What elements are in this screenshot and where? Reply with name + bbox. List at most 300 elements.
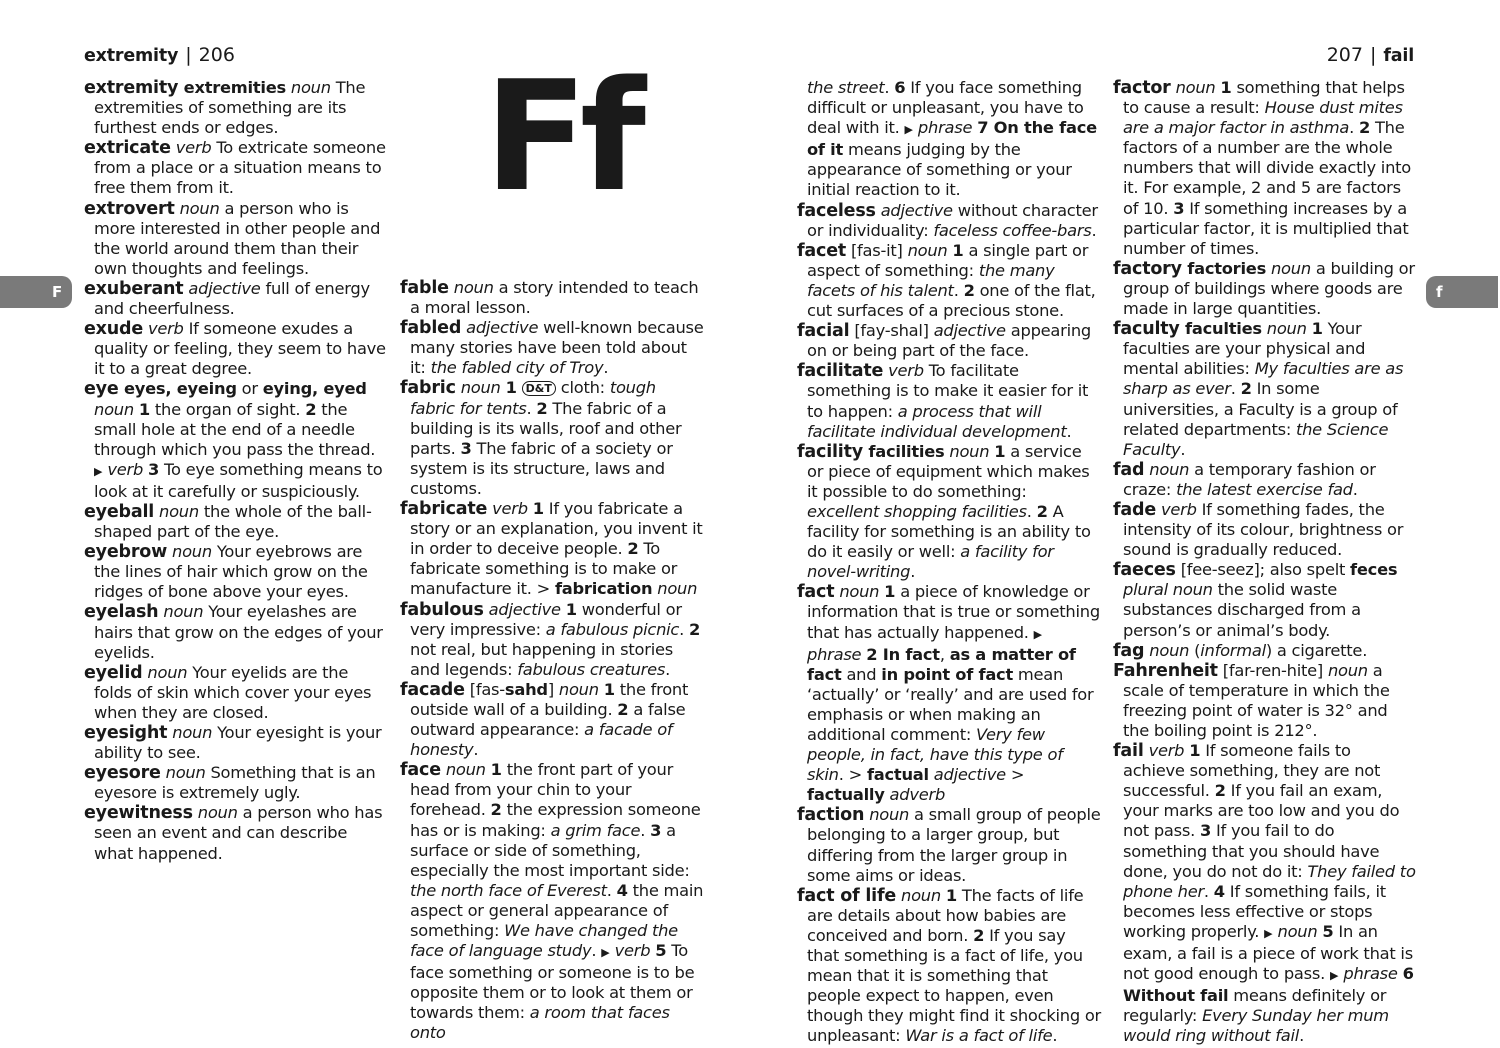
definition-text: > [1005,765,1025,785]
definition-text: the front outside wall of a building. [410,679,689,719]
definition-text: . [473,740,479,760]
running-head-separator: | [185,44,192,66]
headword: fag [1113,640,1145,661]
definition-text: the front part of your head from your chin to your forehead. [410,760,674,820]
dictionary-entry [84,763,388,803]
definition-text: . [591,941,602,961]
dictionary-entry [1113,78,1417,259]
definition-text: a story intended to teach a moral lesson. [410,278,699,318]
definition-text: a surface or side of something, especially the most important side: [410,820,690,880]
dictionary-entry [797,442,1101,583]
italic-text: They failed to phone her [1123,861,1416,901]
headword: eyelid [84,662,143,683]
definition-text: . [1352,479,1358,499]
italic-text: verb [175,138,212,158]
definition-text: . [884,78,895,97]
italic-text: noun [1266,319,1307,339]
italic-text: Very few people, in fact, have this type of skin [807,725,1063,785]
italic-text: verb [147,319,184,339]
definition-text: To extricate someone from a place or a situation means to free them from it. [94,138,386,198]
italic-text: verb [492,499,528,519]
bold-text: 2 [490,800,502,820]
bold-text: 3 [650,820,662,840]
bold-text: 2 [688,619,701,639]
italic-text: phrase [807,644,862,664]
headword: extricate [84,138,171,159]
headword: facial [797,321,850,342]
italic-text: a facility for novel-writing [807,542,1054,582]
definition-text: . [603,358,609,378]
headword: exude [84,319,144,340]
headword: eyesight [84,723,168,743]
italic-text: adjective [188,278,261,298]
headword: eyelash [84,602,159,623]
dictionary-entry [84,602,388,662]
bold-text: 2 In fact [866,644,940,664]
italic-text: excellent shopping facilities [807,501,1027,521]
italic-text: the Science Faculty [1123,419,1389,459]
bold-text: 7 On the face of it [807,118,1097,160]
bold-text: 1 [138,399,150,419]
dictionary-entry [400,378,704,499]
italic-text: phrase [1343,964,1398,984]
dictionary-entry [797,361,1101,441]
definition-text: . [665,659,671,679]
italic-text: verb [614,941,651,961]
italic-text: adjective [488,599,561,619]
definition-text: Your eyelashes are hairs that grow on the edges of your eyelids. [94,602,383,662]
bold-text: 1 [1220,78,1232,97]
italic-text: noun [172,542,212,562]
definition-text: a small group of people belonging to a larger group, but differing from the larger group in some aims or ideas. [807,805,1101,885]
definition-text: a single part or aspect of something: [807,240,1089,280]
dictionary-entry [1113,641,1417,661]
running-head-left [84,42,235,69]
page-number: 207 [1326,44,1363,66]
bold-text: 1 [1311,319,1323,339]
italic-text: noun [1277,921,1318,941]
triangle-marker-icon: ▶ [94,464,103,478]
column-2 [400,278,704,1044]
dictionary-entry [797,241,1101,321]
dictionary-entry [1113,500,1417,560]
dictionary-entry [1113,560,1417,640]
definition-text: ] [547,679,559,699]
definition-text: not real, but happening in stories and legends: [410,639,673,679]
bold-text: feces [1350,560,1398,580]
definition-text: a building or group of buildings where goods are made in large quantities. [1123,258,1415,319]
headword: fact of life [797,885,897,906]
definition-text: something that helps to cause a result: [1123,78,1405,118]
headword: fact [797,582,835,603]
definition-text: cloth: [555,378,610,398]
italic-text: noun [907,240,948,260]
definition-text: . [910,562,916,582]
italic-text: noun [159,501,199,521]
definition-text: the whole of the ball-shaped part of the eye. [94,501,372,542]
headword: facility [797,441,863,462]
definition-text: . [640,820,651,840]
italic-text: noun [445,760,486,780]
definition-text: Your eyebrows are the lines of hair which grow on the ridges of bone above your eyes. [94,542,368,602]
bold-text: 2 [305,399,317,419]
bold-text: facilities [862,441,945,461]
bold-text: in point of fact [881,664,1013,684]
italic-text: House dust mites are a major factor in asthma [1123,98,1403,138]
headword: facilitate [797,361,884,382]
italic-text: the many facets of his talent [807,260,1055,300]
bold-text: factual [866,765,929,785]
italic-text: noun [558,679,599,699]
italic-text: noun [1175,78,1216,97]
dictionary-entry [400,760,704,1043]
headword: fabricate [400,499,488,520]
definition-text: The fabric of a society or system is its structure, laws and customs. [410,438,673,498]
definition-text: . [1349,118,1359,138]
italic-text: noun [147,662,188,682]
definition-text: . [953,280,964,300]
definition-text: ( [1189,640,1201,660]
headword: fade [1113,499,1157,520]
dictionary-entry [797,201,1101,241]
definition-text: To face something or someone is to be opposite them or to look at them or towards them: [410,941,695,1023]
definition-text: a piece of knowledge or information that is true or something that has actually happened. [807,582,1100,642]
headword: eyesore [84,763,161,784]
definition-text: . [1230,379,1241,399]
definition-text: . [1091,220,1097,240]
italic-text: noun [453,278,494,297]
definition-text: wonderful or very impressive: [410,599,682,639]
italic-text: adjective [466,318,539,338]
dictionary-entry [797,886,1101,1047]
running-head-word: fail [1383,46,1414,66]
italic-text: plural noun [1123,580,1213,600]
bold-text: 5 [1322,921,1334,941]
bold-text: 4 [1213,881,1225,901]
definition-text: If something increases by a particular factor, it is multiplied that number of times. [1123,198,1409,258]
column-1 [84,78,388,864]
definition-text: without character or individuality: [807,200,1098,240]
running-head-right [1327,42,1414,69]
definition-text: . [606,880,617,900]
bold-text: 2 [1214,781,1226,801]
bold-text: 1 [505,378,517,398]
definition-text: In some universities, a Faculty is a group of related departments: [1123,379,1398,439]
dictionary-entry [1113,319,1417,460]
definition-text: Something that is an eyesore is extremely ugly. [94,763,376,803]
definition-text: [fee-seez]; also spelt [1175,560,1351,580]
bold-text: 2 [963,280,975,300]
definition-text: a temporary fashion or craze: [1123,459,1376,499]
headword: eyebrow [84,542,168,563]
headword: extremity [84,78,179,98]
bold-text: 3 [1199,821,1212,841]
italic-text: noun [460,378,501,398]
headword: eyeball [84,501,155,522]
dictionary-entry [797,805,1101,885]
definition-text: the expression someone has or is making: [410,800,701,840]
running-head-word: extremity [84,46,179,66]
definition-text: To fabricate something is to make or manufacture it. > [410,539,678,599]
bold-text: 3 [1173,198,1185,218]
bold-text: extremities [178,78,286,97]
italic-text: noun [1149,459,1190,479]
definition-text: In an exam, a fail is a piece of work that is not good enough to pass. [1123,921,1413,984]
italic-text: a room that faces onto [410,1003,670,1043]
definition-text: If you fail an exam, your marks are too low and you do not pass. [1123,781,1400,841]
bold-text: 6 [894,78,906,97]
definition-text: If someone fails to achieve something, they are not successful. [1123,741,1381,801]
headword: faeces [1113,560,1176,581]
dictionary-entry [84,138,388,198]
dictionary-entry [84,542,388,602]
bold-text: fabrication [554,579,653,599]
headword: fabulous [400,599,484,620]
bold-text: 1 [1189,741,1201,761]
headword: factor [1113,78,1171,98]
italic-text: tough fabric for tents [410,378,656,418]
bold-text: 2 [1036,501,1048,521]
definition-text: the small hole at the end of a needle through which you pass the thread. [94,399,376,459]
definition-text: means definitely or regularly: [1123,986,1387,1026]
italic-text: noun [1327,660,1368,680]
definition-text: To eye something means to look at it carefully or suspiciously. [94,459,383,501]
bold-text: 1 [532,499,544,519]
bold-text: faculties [1179,319,1262,339]
italic-text: noun [1149,640,1190,660]
dictionary-entry [400,318,704,378]
italic-text: the north face of Everest [410,880,607,900]
dictionary-entry [84,279,388,319]
definition-text: If you face something difficult or unpleasant, you have to deal with it. [807,78,1084,138]
italic-text: fabulous creatures [517,659,666,679]
definition-text: . [1026,501,1037,521]
italic-text: the street [807,78,885,97]
column-3 [797,78,1101,1047]
definition-text: , [939,644,950,664]
definition-text: a scale of temperature in which the freezing point of water is 32° and the boiling point is 212°. [1123,660,1390,740]
definition-text: ) a cigarette. [1265,640,1368,660]
headword: fail [1113,741,1144,762]
thumb-index-tab-right: f [1426,276,1498,308]
headword: faceless [797,200,876,221]
definition-text: . [1052,1026,1058,1046]
definition-text: [fas- [464,679,505,699]
definition-text: Your eyelids are the folds of skin which cover your eyes when they are closed. [94,662,372,722]
definition-text: mean ‘actually’ or ‘really’ and are used for emphasis or when making an additional comment: [807,664,1094,744]
definition-text: Your faculties are your physical and mental abilities: [1123,319,1366,379]
headword: fable [400,278,449,298]
italic-text: noun [165,763,206,783]
definition-text [517,378,522,397]
italic-text: adjective [933,765,1006,785]
dictionary-entry [400,278,704,318]
italic-text: My faculties are as sharp as ever [1123,359,1404,399]
italic-text: noun [197,803,238,823]
headword: eye [84,379,119,400]
definition-text: To facilitate something is to make it easier for it to happen: [807,361,1089,421]
definition-text: The extremities of something are its furthest ends or edges. [94,78,366,138]
bold-text: 2 [1240,379,1252,399]
bold-text: 1 [994,441,1006,461]
bold-text: 5 [655,941,667,961]
dictionary-entry [400,600,704,680]
dictionary-entry [84,502,388,542]
italic-text: informal [1200,640,1266,660]
italic-text: noun [179,198,220,218]
triangle-marker-icon: ▶ [904,123,913,137]
triangle-marker-icon: ▶ [1033,627,1043,641]
italic-text: noun [869,805,910,825]
italic-text: noun [839,582,880,602]
dictionary-entry [1113,259,1417,319]
definition-text: a person who is more interested in other people and the world around them than their own thoughts and feelings. [94,198,381,278]
italic-text: phrase [917,118,973,138]
italic-text: faceless coffee-bars [933,220,1092,240]
definition-text: a false outward appearance: [410,699,686,740]
definition-text: A facility for something is an ability to do it easily or well: [807,501,1091,562]
triangle-marker-icon: ▶ [1264,926,1273,940]
dictionary-entry [84,663,388,723]
running-head-separator: | [1369,44,1377,66]
subject-label-badge: D&T [522,381,556,396]
italic-text: a grim face [550,820,641,840]
definition-text: the solid waste substances discharged from a person’s or animal’s body. [1123,580,1361,640]
bold-text: 2 [627,539,639,559]
bold-text: eyes, eyeing [118,379,237,399]
italic-text: noun [657,579,698,599]
italic-text: adjective [880,200,953,220]
definition-text: If you fail to do something that you should have done, you do not do it: [1123,821,1380,881]
definition-text: a person who has seen an event and can describe what happened. [94,803,383,863]
dictionary-entry [84,379,388,502]
definition-text: If something fails, it becomes less effective or stops working properly. [1123,881,1386,941]
italic-text: noun [94,399,134,419]
bold-text: 3 [148,459,160,479]
definition-text: . [1180,439,1186,459]
headword: factory [1113,258,1182,279]
dictionary-entry [1113,661,1417,741]
italic-text: a fabulous picnic [545,619,680,639]
bold-text: 1 [952,240,964,260]
italic-text: verb [1148,741,1185,761]
page-number: 206 [198,44,235,66]
bold-text: as a matter of fact [807,644,1076,684]
definition-text: the organ of sight. [149,399,306,419]
italic-text: noun [1270,258,1311,278]
headword: fabric [400,378,456,399]
entry-continuation [797,78,1101,201]
definition-text: . [526,398,537,418]
headword: extrovert [84,198,175,219]
definition-text: appearing on or being part of the face. [807,321,1092,361]
definition-text: or [236,379,263,399]
italic-text: verb [888,361,924,381]
italic-text: the latest exercise fad [1176,479,1353,499]
bold-text: 2 [536,398,548,418]
headword: fabled [400,318,462,339]
italic-text: noun [901,885,941,905]
definition-text: If you say that something is a fact of life, you mean that it is something that people expect to happen, even though they might find it shocking or unpleasant: [807,925,1102,1046]
italic-text: noun [172,723,213,742]
italic-text: verb [1160,499,1197,519]
definition-text: [fay-shal] [849,321,934,341]
section-letter: Ff [484,48,638,225]
headword: facet [797,240,847,261]
headword: faction [797,805,865,826]
dictionary-entry [84,723,388,763]
definition-text: If you fabricate a story or an explanation, you invent it in order to deceive people. [410,499,703,559]
definition-text: Your eyesight is your ability to see. [94,723,382,763]
bold-text: 1 [565,599,577,619]
headword: Fahrenheit [1113,660,1218,681]
bold-text: 2 [973,925,985,945]
triangle-marker-icon: ▶ [1329,969,1339,983]
definition-text: . [1203,881,1214,901]
thumb-index-tab-left: F [0,276,72,308]
bold-text: 6 Without fail [1123,964,1414,1006]
definition-text: If something fades, the intensity of its colour, brightness or sound is gradually reduced. [1123,499,1404,560]
dictionary-entry [797,582,1101,805]
definition-text: well-known because many stories have been told about it: [410,318,704,378]
dictionary-entry [84,78,388,138]
italic-text: noun [163,602,204,622]
definition-text: full of energy and cheerfulness. [94,278,370,319]
definition-text: [far-ren-hite] [1217,660,1328,680]
dictionary-entry [84,319,388,379]
italic-text: verb [107,459,144,479]
headword: facade [400,679,465,700]
bold-text: 1 [603,679,615,699]
bold-text: 2 [617,699,629,719]
headword: eyewitness [84,803,193,824]
bold-text: 1 [945,885,957,905]
italic-text: adjective [933,321,1006,341]
definition-text: . [1066,421,1072,441]
bold-text: sahd [504,679,548,699]
bold-text: 1 [884,582,896,602]
bold-text: eying, eyed [262,379,367,399]
definition-text: a service or piece of equipment which makes it possible to do something: [807,441,1090,501]
dictionary-entry [1113,460,1417,500]
definition-text: [fas-it] [846,240,908,260]
headword: exuberant [84,278,184,299]
italic-text: a facade of honesty [410,720,673,760]
definition-text: . [1299,1026,1305,1046]
bold-text: 4 [616,880,628,900]
triangle-marker-icon: ▶ [601,946,610,960]
definition-text: . [679,619,689,639]
definition-text: The fabric of a building is its walls, roof and other parts. [410,398,682,458]
bold-text: 3 [460,438,472,458]
bold-text: 2 [1358,118,1371,138]
bold-text: factories [1181,258,1267,278]
definition-text: the main aspect or general appearance of something: [410,880,704,940]
dictionary-entry [84,803,388,863]
definition-text: and [841,664,882,684]
italic-text: Every Sunday her mum would ring without fail [1123,1006,1389,1046]
italic-text: adverb [889,785,946,805]
definition-text: . > [838,765,867,785]
headword: fad [1113,459,1145,480]
dictionary-entry [1113,741,1417,1046]
definition-text: If someone exudes a quality or feeling, they seem to have it to a great degree. [94,319,386,379]
bold-text: factually [807,785,885,805]
dictionary-entry [400,680,704,760]
italic-text: the fabled city of Troy [430,358,604,378]
definition-text: The facts of life are details about how babies are conceived and born. [807,885,1084,945]
italic-text: noun [949,441,990,461]
